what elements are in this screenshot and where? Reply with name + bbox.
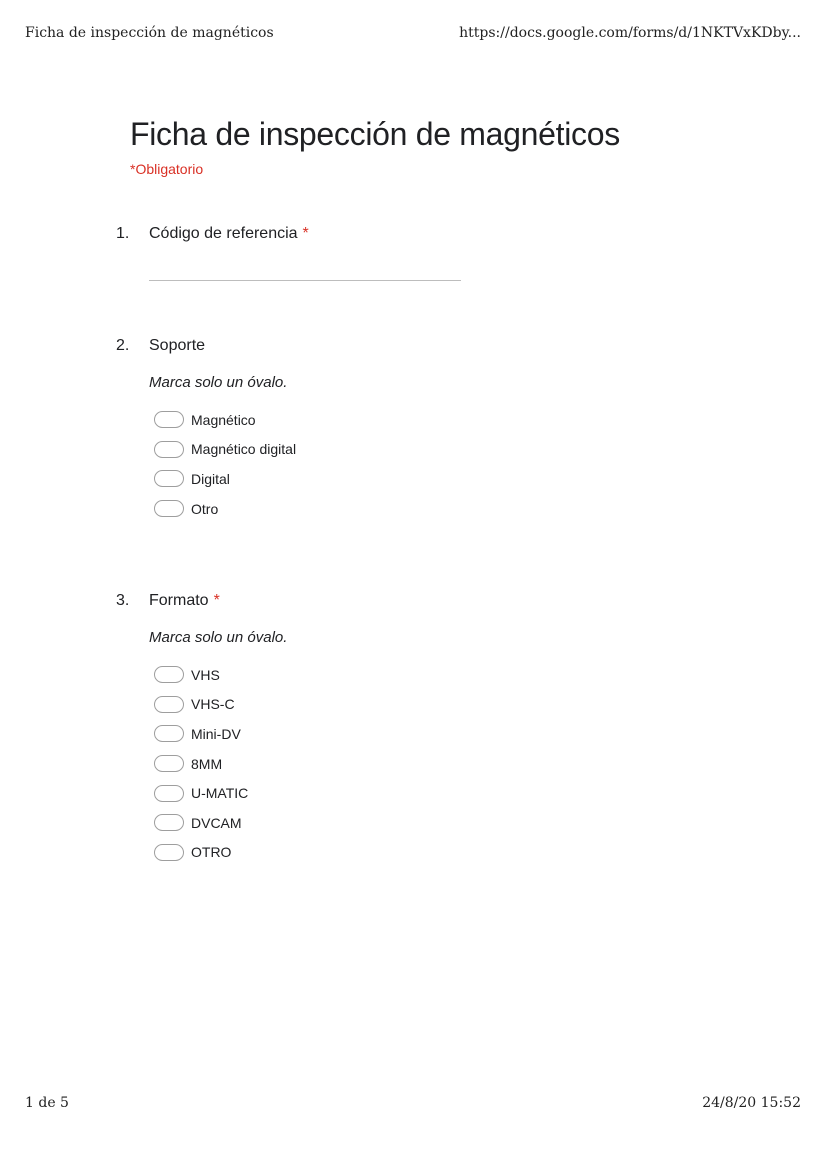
form-title: Ficha de inspección de magnéticos [130, 116, 620, 152]
radio-oval-icon[interactable] [154, 814, 184, 831]
page-number: 1 de 5 [25, 1095, 69, 1111]
question-formato [116, 592, 716, 861]
question-hint: Marca solo un óvalo. [149, 629, 288, 646]
option-label: Magnético [191, 411, 256, 428]
codigo-referencia-input[interactable] [149, 280, 461, 281]
option-u-matic[interactable] [154, 778, 248, 808]
print-header-url: https://docs.google.com/forms/d/1NKTVxKDby... [459, 25, 801, 41]
question-label: Soporte [149, 337, 206, 354]
required-asterisk: * [213, 592, 220, 609]
option-label: Digital [191, 470, 230, 487]
formato-options [154, 660, 248, 867]
soporte-options [154, 405, 296, 523]
option-label: DVCAM [191, 814, 242, 831]
radio-oval-icon[interactable] [154, 470, 184, 487]
question-hint: Marca solo un óvalo. [149, 374, 288, 391]
option-magnetico-digital[interactable] [154, 435, 296, 465]
question-header [116, 225, 716, 243]
radio-oval-icon[interactable] [154, 725, 184, 742]
question-soporte [116, 337, 716, 517]
option-otro-formato[interactable] [154, 838, 248, 868]
question-codigo-referencia [116, 225, 716, 243]
option-dvcam[interactable] [154, 808, 248, 838]
required-asterisk: * [302, 225, 309, 242]
option-label: U-MATIC [191, 785, 249, 802]
radio-oval-icon[interactable] [154, 666, 184, 683]
option-label: OTRO [191, 844, 232, 861]
print-footer [25, 1095, 801, 1111]
radio-oval-icon[interactable] [154, 411, 184, 428]
option-vhs[interactable] [154, 660, 248, 690]
radio-oval-icon[interactable] [154, 696, 184, 713]
question-header [116, 337, 716, 355]
radio-oval-icon[interactable] [154, 441, 184, 458]
print-header-title: Ficha de inspección de magnéticos [25, 25, 274, 41]
required-note: *Obligatorio [130, 161, 204, 177]
question-header [116, 592, 716, 610]
print-datetime: 24/8/20 15:52 [702, 1095, 801, 1111]
option-label: VHS-C [191, 696, 235, 713]
option-label: VHS [191, 666, 220, 683]
option-magnetico[interactable] [154, 405, 296, 435]
option-mini-dv[interactable] [154, 719, 248, 749]
radio-oval-icon[interactable] [154, 785, 184, 802]
option-vhs-c[interactable] [154, 690, 248, 720]
question-label: Código de referencia [149, 225, 298, 242]
radio-oval-icon[interactable] [154, 755, 184, 772]
option-8mm[interactable] [154, 749, 248, 779]
option-label: Mini-DV [191, 725, 241, 742]
question-number: 3. [116, 592, 130, 609]
option-label: Otro [191, 500, 219, 517]
option-label: Magnético digital [191, 441, 297, 458]
radio-oval-icon[interactable] [154, 500, 184, 517]
question-label: Formato [149, 592, 209, 609]
option-label: 8MM [191, 755, 223, 772]
option-digital[interactable] [154, 464, 296, 494]
print-header [25, 25, 801, 41]
radio-oval-icon[interactable] [154, 844, 184, 861]
question-number: 1. [116, 225, 130, 242]
question-number: 2. [116, 337, 130, 354]
option-otro[interactable] [154, 494, 296, 524]
